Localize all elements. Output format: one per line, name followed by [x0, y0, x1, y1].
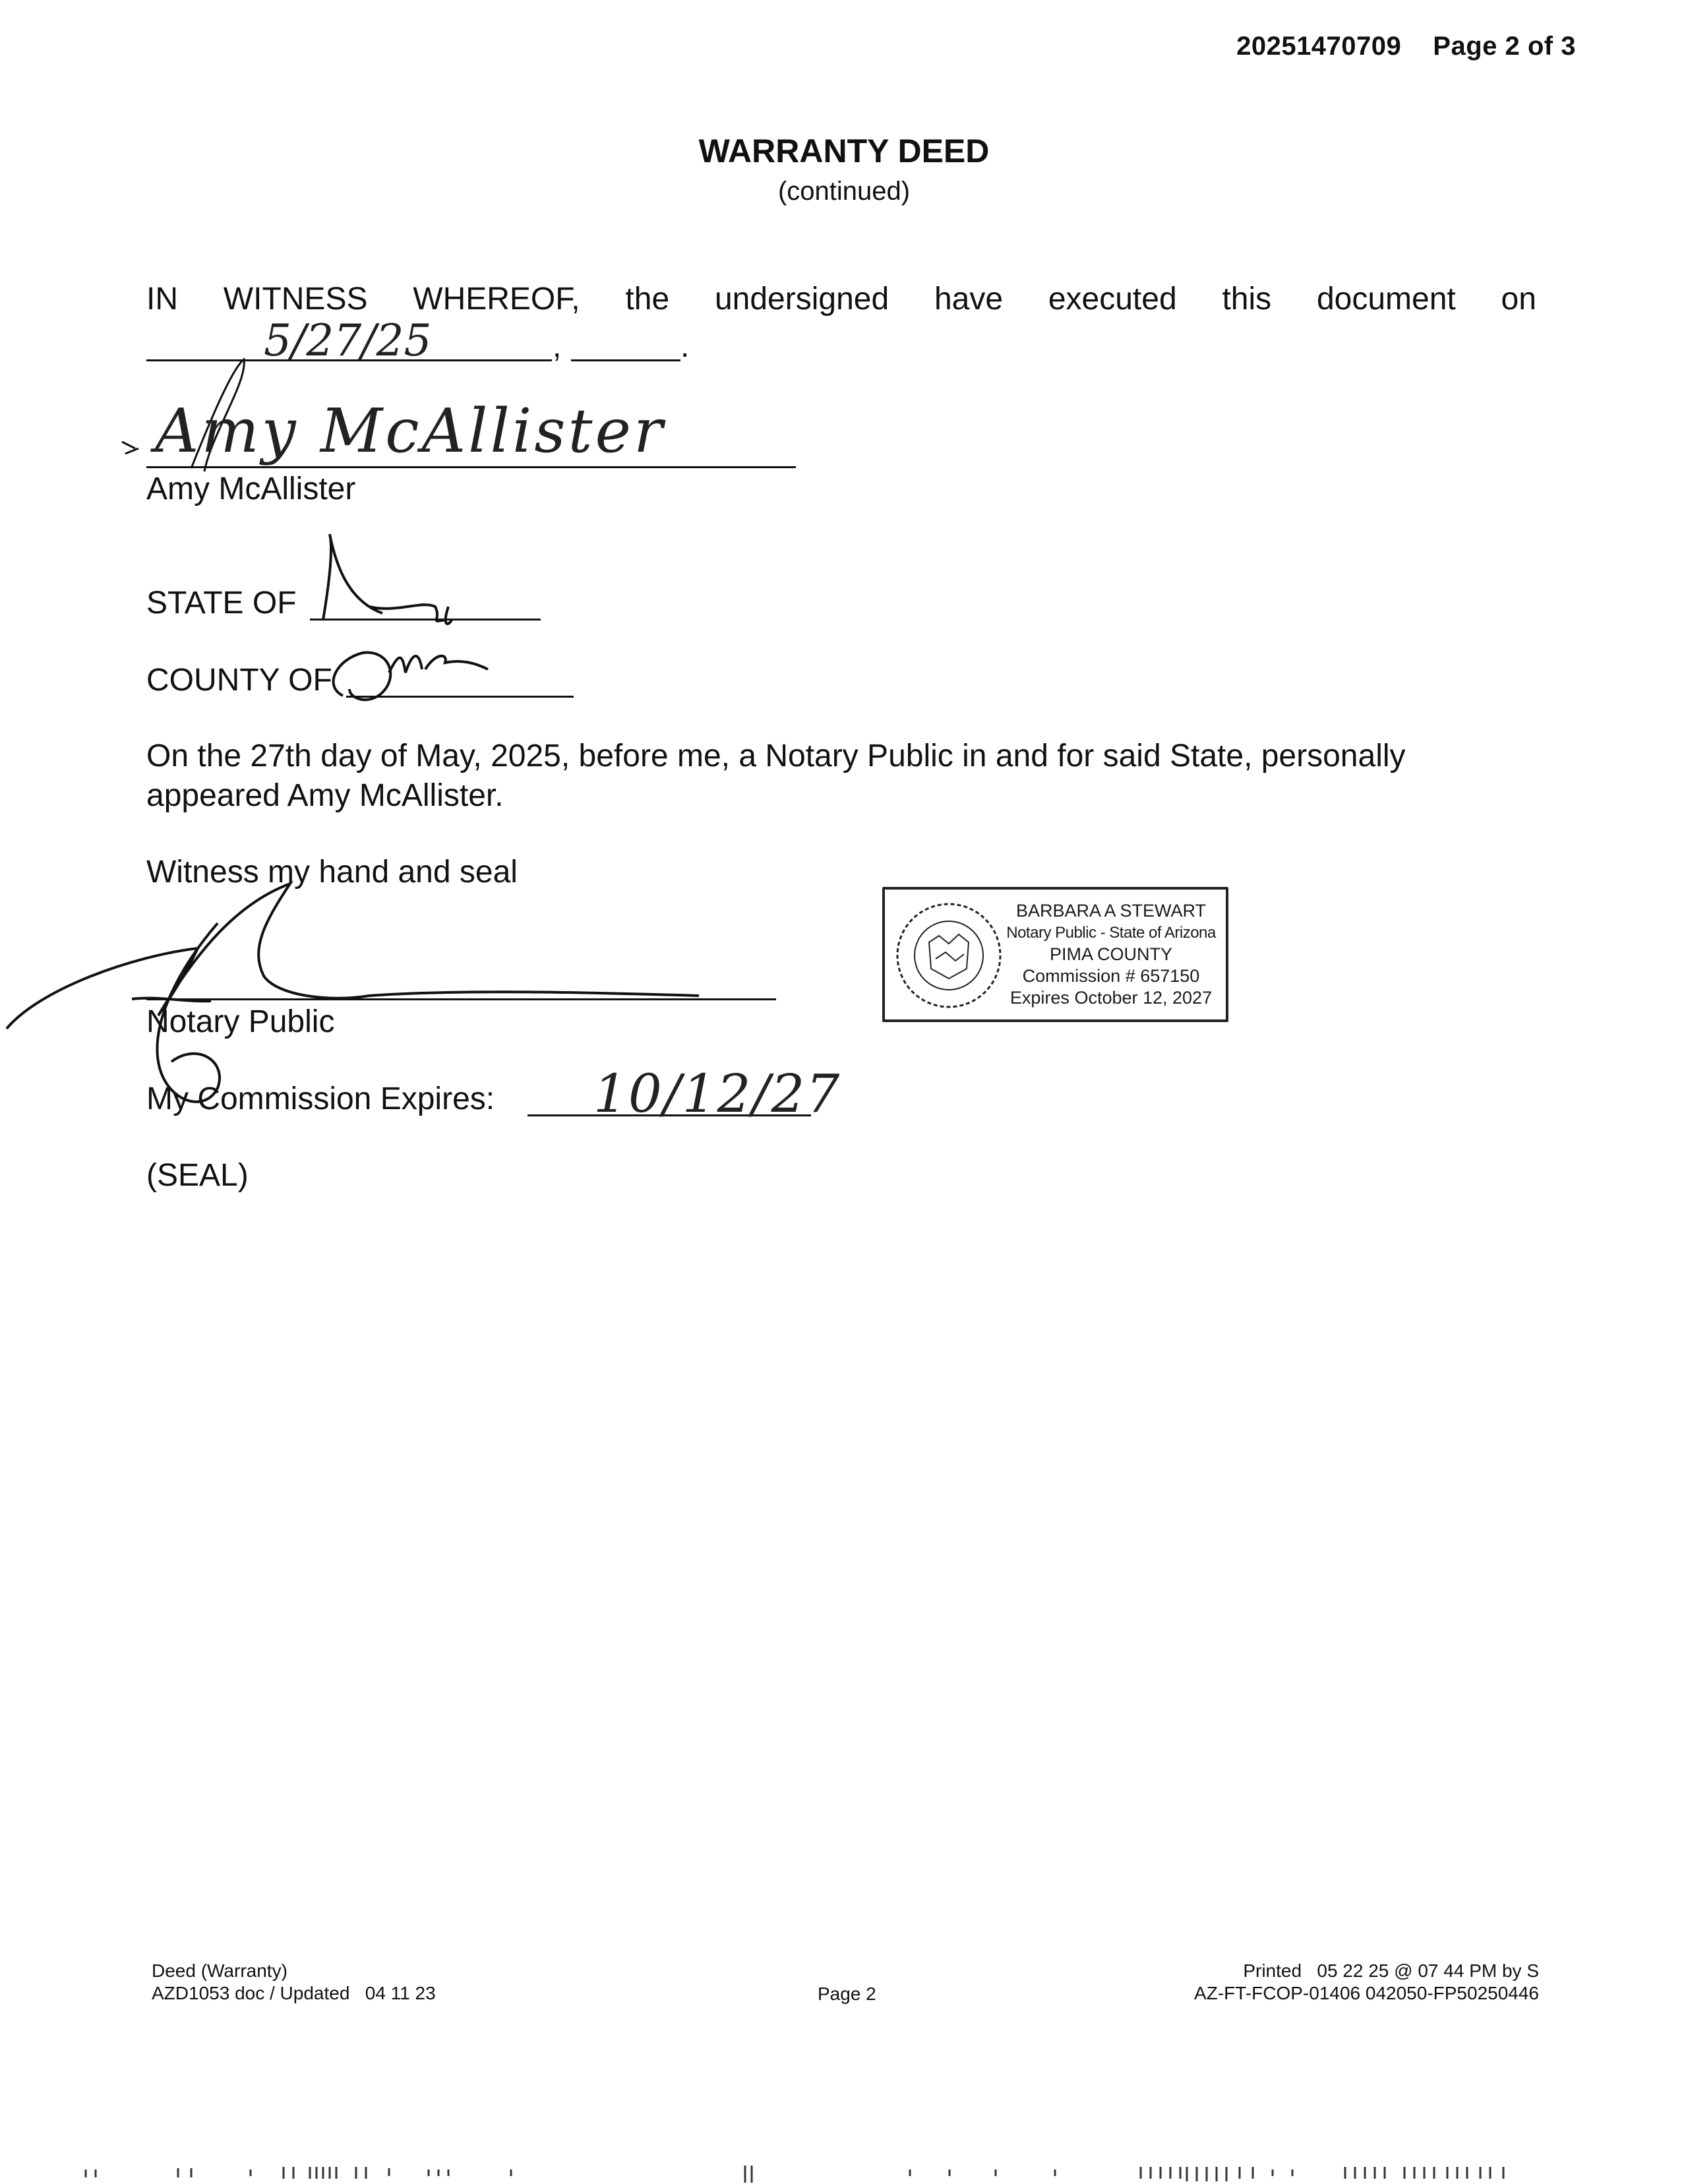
document-number: 20251470709 — [1236, 32, 1402, 61]
date-comma: , — [553, 329, 562, 364]
stamp-notary-title: Notary Public - State of Arizona — [1006, 924, 1216, 942]
witness-word: this — [1222, 282, 1272, 317]
witness-word: document — [1316, 282, 1456, 317]
stamp-expires: Expires October 12, 2027 — [1010, 988, 1213, 1008]
commission-expires-label: My Commission Expires: — [146, 1081, 495, 1116]
notary-statement-line2: appeared Amy McAllister. — [146, 778, 504, 813]
stamp-text — [996, 900, 1226, 1009]
commission-date: 10/12/27 — [593, 1063, 841, 1124]
county-label: COUNTY OF — [146, 663, 332, 698]
signer-signature: Amy McAllister — [155, 396, 665, 466]
witness-word: on — [1501, 282, 1536, 317]
state-county-handwriting — [284, 521, 534, 719]
stamp-commission: Commission # 657150 — [1022, 966, 1200, 986]
witness-word: executed — [1048, 282, 1177, 317]
arizona-state-seal-icon — [893, 896, 1005, 1015]
witness-word: undersigned — [714, 282, 889, 317]
handwritten-date: 5/27/25 — [264, 315, 432, 366]
footer-left — [152, 1960, 436, 2005]
witness-word: have — [934, 282, 1004, 317]
notary-public-label: Notary Public — [146, 1004, 335, 1039]
footer-page-number: Page 2 — [818, 1984, 876, 2004]
witness-word: WHEREOF, — [413, 282, 580, 317]
state-label: STATE OF — [146, 586, 297, 621]
footer-doc-version: AZD1053 doc / Updated 04 11 23 — [152, 1983, 436, 2003]
notary-signature-line — [146, 998, 776, 1000]
page-header — [1236, 32, 1576, 61]
date-period: . — [680, 329, 690, 364]
witness-clause — [146, 280, 1536, 319]
witness-word: IN — [146, 282, 178, 317]
witness-hand-and-seal: Witness my hand and seal — [146, 855, 518, 890]
footer-printed: Printed 05 22 25 @ 07 44 PM by S — [1243, 1960, 1539, 1981]
stamp-county: PIMA COUNTY — [1049, 944, 1173, 964]
document-title: WARRANTY DEED — [698, 133, 990, 169]
witness-word: WITNESS — [223, 282, 368, 317]
witness-word: the — [625, 282, 670, 317]
signer-name: Amy McAllister — [146, 471, 356, 506]
footer-doc-type: Deed (Warranty) — [152, 1960, 287, 1981]
document-subtitle: (continued) — [777, 177, 911, 206]
notary-stamp — [882, 887, 1228, 1022]
notary-statement-line1: On the 27th day of May, 2025, before me, a Notary Public in and for said State, personally — [146, 739, 1406, 774]
footer-file-id: AZ-FT-FCOP-01406 042050-FP50250446 — [1194, 1983, 1539, 2003]
seal-label: (SEAL) — [146, 1158, 249, 1193]
scan-edge-marks — [0, 2156, 1688, 2184]
signer-signature-line — [146, 466, 796, 468]
stamp-notary-name: BARBARA A STEWART — [1015, 901, 1207, 921]
footer-right — [1194, 1960, 1539, 2005]
page-indicator: Page 2 of 3 — [1433, 32, 1576, 61]
